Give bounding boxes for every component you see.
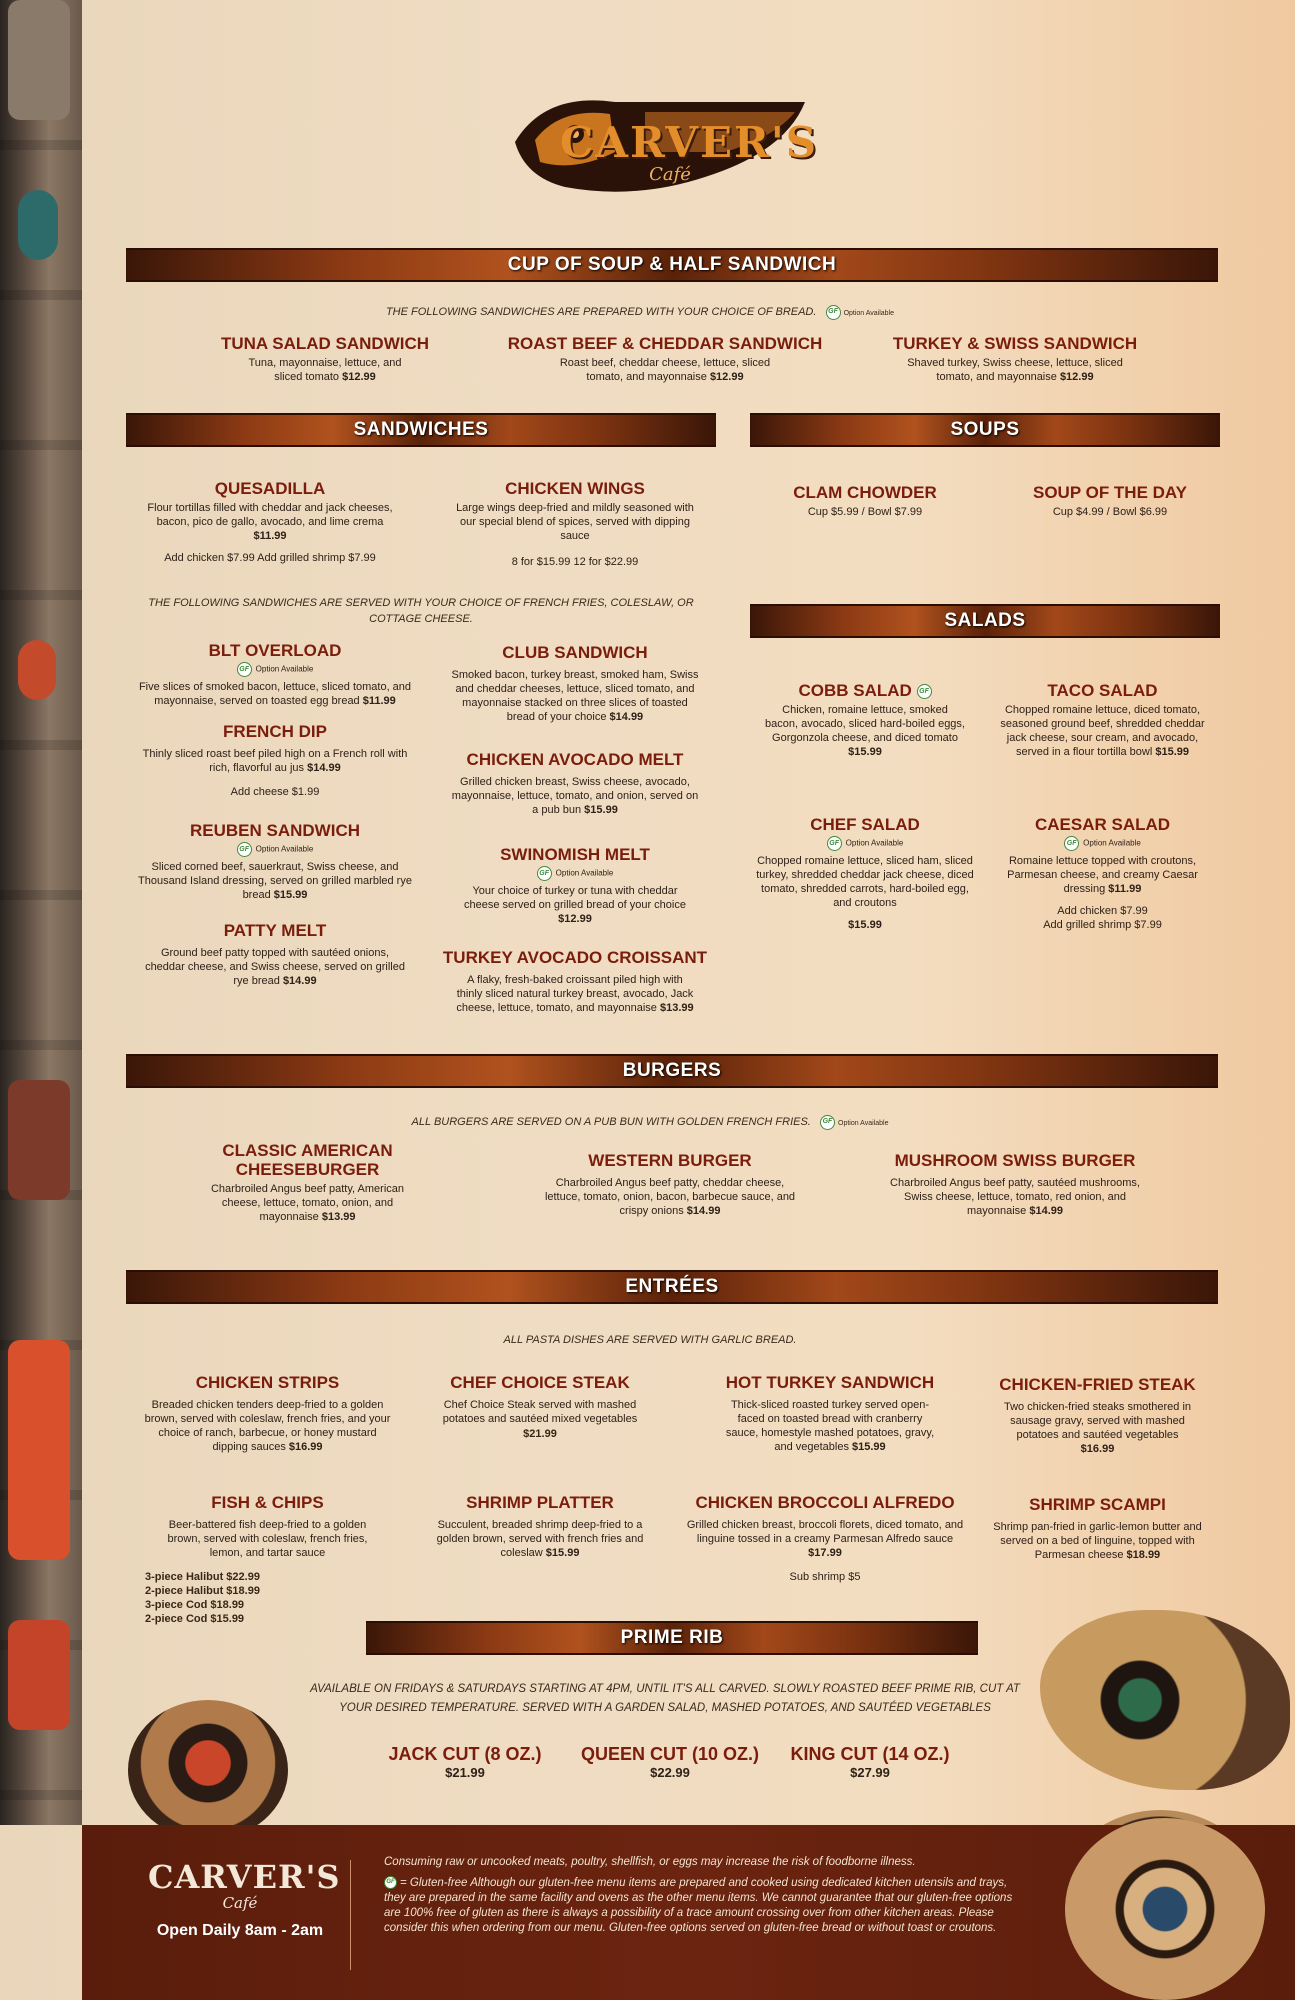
menu-item-turkey-croissant: TURKEY AVOCADO CROISSANT A flaky, fresh-baked croissant piled high with thinly sliced natural turkey breast, avocado, Jack cheese, lettuce, tomato, and mayonnaise $13.99 — [442, 948, 708, 1014]
menu-item-jack-cut: JACK CUT (8 OZ.) $21.99 — [388, 1744, 542, 1780]
section-title: ENTRÉES — [625, 1276, 719, 1297]
menu-item-cobb-salad: COBB SALAD GF Chicken, romaine lettuce, smoked bacon, avocado, sliced hard-boiled eggs, Gorgonzola cheese, and diced tomato $15.99 — [765, 681, 965, 758]
footer-divider — [350, 1860, 351, 1970]
opening-hours: Open Daily 8am - 2am — [156, 1922, 324, 1939]
bread-note: THE FOLLOWING SANDWICHES ARE PREPARED WITH YOUR CHOICE OF BREAD. GF Option Available — [385, 306, 895, 318]
gluten-free-icon: GF — [1064, 836, 1079, 851]
menu-item-chicken-fried-steak: CHICKEN-FRIED STEAK Two chicken-fried steaks smothered in sausage gravy, served with mashed potatoes and sautéed vegetables $16.99 — [999, 1375, 1196, 1455]
menu-item-hot-turkey: HOT TURKEY SANDWICH Thick-sliced roasted turkey served open-faced on toasted bread with cranberry sauce, homestyle mashed potatoes, gravy, and vegetables $15.99 — [725, 1373, 935, 1453]
menu-item-quesadilla: QUESADILLA Flour tortillas filled with cheddar and jack cheeses, bacon, pico de gallo, avocado, and lime crema $11.99 Add chicken $7.99 Add grilled shrimp $7.99 — [147, 479, 393, 564]
section-title: SALADS — [944, 610, 1026, 631]
gluten-free-icon: GF — [384, 1876, 397, 1889]
gluten-free-icon: GF — [917, 684, 932, 699]
menu-item-patty-melt: PATTY MELT Ground beef patty topped with sautéed onions, cheddar cheese, and Swiss cheese, served on grilled rye bread $14.99 — [145, 921, 405, 987]
section-title: SOUPS — [950, 419, 1020, 440]
banner-soup-sandwich — [126, 248, 1218, 282]
menu-item-soup-of-day: SOUP OF THE DAY Cup $4.99 / Bowl $6.99 — [1033, 483, 1187, 518]
banner-prime-rib — [366, 1621, 978, 1655]
banner-entrees — [126, 1270, 1218, 1304]
footer-brand-name: CARVER'S — [148, 1858, 341, 1896]
footer-brand-subtitle: Café — [222, 1894, 258, 1912]
gluten-free-icon: GF — [237, 662, 252, 677]
menu-item-french-dip: FRENCH DIP Thinly sliced roast beef piled high on a French roll with rich, flavorful au jus $14.99 Add cheese $1.99 — [142, 722, 408, 798]
brand-subtitle: Café — [649, 164, 691, 185]
gluten-free-icon: GF — [826, 305, 841, 320]
menu-item-shrimp-platter: SHRIMP PLATTER Succulent, breaded shrimp deep-fried to a golden brown, served with french fries and coleslaw $15.99 — [436, 1493, 644, 1559]
brand-name: CARVER'S — [560, 118, 819, 167]
section-title: SANDWICHES — [353, 419, 489, 440]
menu-item-roast-beef: ROAST BEEF & CHEDDAR SANDWICH Roast beef, cheddar cheese, lettuce, sliced tomato, and mayonnaise $12.99 — [507, 334, 823, 383]
section-title: PRIME RIB — [620, 1627, 724, 1648]
menu-item-classic-cheeseburger: CLASSIC AMERICAN CHEESEBURGER Charbroiled Angus beef patty, American cheese, lettuce, tomato, onion, and mayonnaise $13.99 — [210, 1141, 405, 1223]
menu-item-chicken-alfredo: CHICKEN BROCCOLI ALFREDO Grilled chicken breast, broccoli florets, diced tomato, and linguine tossed in a creamy Parmesan Alfredo sauce $17.99 Sub shrimp $5 — [686, 1493, 964, 1583]
menu-item-king-cut: KING CUT (14 OZ.) $27.99 — [790, 1744, 950, 1780]
gluten-free-icon: GF — [237, 842, 252, 857]
section-title: BURGERS — [622, 1060, 722, 1081]
prime-rib-note: AVAILABLE ON FRIDAYS & SATURDAYS STARTING AT 4PM, UNTIL IT'S ALL CARVED. SLOWLY ROASTED BEEF PRIME RIB, CUT AT YOUR DESIRED TEMPERATURE. SERVED WITH A GARDEN SALAD, MASHED POTATOES, AND SAUTÉED VEGETABLES — [310, 1683, 1020, 1714]
banner-burgers — [126, 1054, 1218, 1088]
burgers-note: ALL BURGERS ARE SERVED ON A PUB BUN WITH GOLDEN FRENCH FRIES. GF Option Available — [411, 1116, 889, 1128]
carved-plate-overlay-image — [1065, 1818, 1265, 2000]
carved-fish-image — [1040, 1610, 1290, 1790]
menu-item-queen-cut: QUEEN CUT (10 OZ.) $22.99 — [580, 1744, 759, 1780]
menu-item-fish-chips: FISH & CHIPS Beer-battered fish deep-fried to a golden brown, served with coleslaw, french fries, lemon, and tartar sauce 3-piece Halibut $22.99 2-piece Halibut $18.99 3-piece Cod $18.99 2-piece Cod $15.99 — [145, 1493, 390, 1626]
section-title: CUP OF SOUP & HALF SANDWICH — [507, 254, 837, 275]
menu-item-turkey-swiss: TURKEY & SWISS SANDWICH Shaved turkey, Swiss cheese, lettuce, sliced tomato, and mayonnaise $12.99 — [892, 334, 1138, 383]
menu-item-chicken-wings: CHICKEN WINGS Large wings deep-fried and mildly seasoned with our special blend of spices, served with dipping sauce 8 for $15.99 12 for $22.99 — [456, 479, 694, 568]
gluten-free-icon: GF — [820, 1115, 835, 1130]
footer-disclaimer — [384, 1855, 1014, 1936]
menu-item-chicken-strips: CHICKEN STRIPS Breaded chicken tenders deep-fried to a golden brown, served with coleslaw, french fries, and your choice of ranch, barbecue, or honey mustard dipping sauces $16.99 — [144, 1373, 391, 1453]
menu-item-tuna: TUNA SALAD SANDWICH Tuna, mayonnaise, lettuce, and sliced tomato $12.99 — [220, 334, 430, 383]
menu-item-club: CLUB SANDWICH Smoked bacon, turkey breast, smoked ham, Swiss and cheddar cheeses, lettuce, sliced tomato, and mayonnaise stacked on three slices of toasted bread of your choice $14.99 — [451, 643, 699, 723]
menu-item-chef-salad: CHEF SALAD GF Option Available Chopped romaine lettuce, sliced ham, sliced turkey, shredded cheddar jack cheese, diced tomato, shredded carrots, hard-boiled egg, and croutons $15.99 — [756, 815, 974, 931]
menu-item-western-burger: WESTERN BURGER Charbroiled Angus beef patty, cheddar cheese, lettuce, tomato, onion, bacon, barbecue sauce, and crispy onions $14.99 — [544, 1151, 796, 1217]
carved-mask-image — [128, 1700, 288, 1840]
gluten-free-icon: GF — [537, 866, 552, 881]
menu-item-blt: BLT OVERLOAD GF Option Available Five slices of smoked bacon, lettuce, sliced tomato, and mayonnaise, served on toasted egg bread $11.99 — [138, 641, 412, 707]
gluten-free-disclaimer: = Gluten-free Although our gluten-free menu items are prepared and cooked using dedicated kitchen utensils and trays, they are prepared in the same facility and ovens as the other menu items. We cannot guarantee that our gluten-free options are 100% free of gluten as there is always a possibility of a trace amount crossing over from other kitchen areas. Please consider this when ordering from our menu. Gluten-free options served on gluten-free bread or without toast or croutons. — [384, 1877, 1013, 1934]
menu-item-taco-salad: TACO SALAD Chopped romaine lettuce, diced tomato, seasoned ground beef, shredded cheddar jack cheese, sour cream, and avocado, served in a flour tortilla bowl $15.99 — [1000, 681, 1205, 758]
menu-item-shrimp-scampi: SHRIMP SCAMPI Shrimp pan-fried in garlic-lemon butter and served on a bed of linguine, topped with Parmesan cheese $18.99 — [993, 1495, 1202, 1561]
foodborne-warning: Consuming raw or uncooked meats, poultry, shellfish, or eggs may increase the risk of foodborne illness. — [384, 1856, 916, 1868]
banner-sandwiches — [126, 413, 716, 447]
fish-options: 3-piece Halibut $22.99 2-piece Halibut $18.99 3-piece Cod $18.99 2-piece Cod $15.99 — [145, 1571, 260, 1625]
menu-item-caesar-salad: CAESAR SALAD GF Option Available Romaine lettuce topped with croutons, Parmesan cheese, and creamy Caesar dressing $11.99 Add chicken $7.99 Add grilled shrimp $7.99 — [1007, 815, 1198, 931]
banner-soups — [750, 413, 1220, 447]
totem-pole-image — [0, 0, 82, 1825]
menu-item-swinomish-melt: SWINOMISH MELT GF Option Available Your choice of turkey or tuna with cheddar cheese served on grilled bread of your choice $12.99 — [464, 845, 686, 925]
banner-salads — [750, 604, 1220, 638]
menu-item-clam-chowder: CLAM CHOWDER Cup $5.99 / Bowl $7.99 — [793, 483, 937, 518]
pasta-note: ALL PASTA DISHES ARE SERVED WITH GARLIC BREAD. — [503, 1334, 797, 1346]
menu-item-reuben: REUBEN SANDWICH GF Option Available Sliced corned beef, sauerkraut, Swiss cheese, and Thousand Island dressing, served on grilled marbled rye bread $15.99 — [138, 821, 412, 901]
menu-item-mushroom-swiss: MUSHROOM SWISS BURGER Charbroiled Angus beef patty, sautéed mushrooms, Swiss cheese, lettuce, tomato, red onion, and mayonnaise $14.99 — [890, 1151, 1140, 1217]
gluten-free-icon: GF — [827, 836, 842, 851]
menu-item-chicken-avocado-melt: CHICKEN AVOCADO MELT Grilled chicken breast, Swiss cheese, avocado, mayonnaise, lettuce, tomato, and onion, served on a pub bun $15.99 — [451, 750, 699, 816]
sides-note: THE FOLLOWING SANDWICHES ARE SERVED WITH YOUR CHOICE OF FRENCH FRIES, COLESLAW, OR COTTAGE CHEESE. — [148, 597, 694, 625]
menu-item-chef-choice-steak: CHEF CHOICE STEAK Chef Choice Steak served with mashed potatoes and sautéed mixed vegetables $21.99 — [442, 1373, 638, 1440]
